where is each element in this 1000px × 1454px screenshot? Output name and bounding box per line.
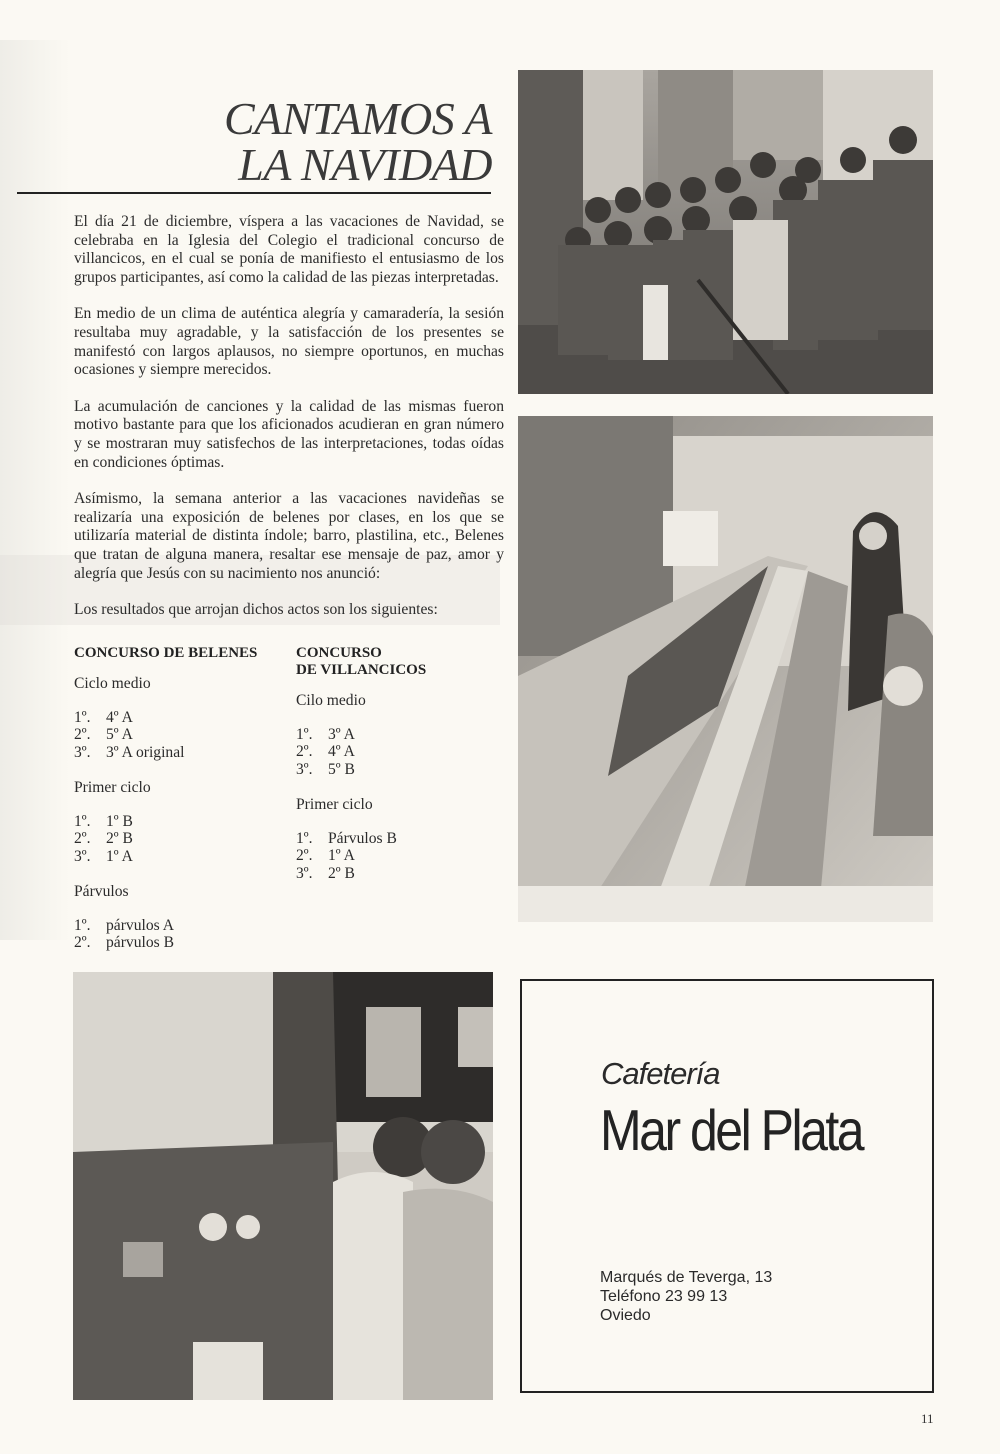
result-item: 2º. párvulos B: [74, 934, 175, 952]
title-line-1: CANTAMOS A: [223, 93, 492, 144]
result-item: 1º. Párvulos B: [296, 829, 397, 847]
results-list: [296, 830, 516, 883]
group-label: Primer ciclo: [74, 779, 151, 797]
ad-phone: Teléfono 23 99 13: [600, 1288, 728, 1305]
villancicos-heading: CONCURSO DE VILLANCICOS: [296, 645, 427, 678]
cafeteria-advertisement: [520, 979, 934, 1393]
belenes-results: [74, 645, 294, 970]
result-item: 2º. 4º A: [296, 743, 355, 761]
result-item: 2º. 1º A: [296, 847, 355, 865]
group-label: Primer ciclo: [296, 796, 373, 814]
tree-photo-image: [73, 972, 493, 1400]
photo-children-choir: [518, 70, 933, 394]
villancicos-results: [296, 645, 516, 900]
results-list: [74, 813, 294, 866]
result-item: 2º. 5º A: [74, 726, 133, 744]
results-list: [74, 917, 294, 952]
ad-city: Oviedo: [600, 1307, 651, 1324]
group-label: Cilo medio: [296, 692, 366, 709]
result-item: 2º. 2º B: [74, 830, 133, 848]
result-item: 3º. 2º B: [296, 864, 355, 882]
photo-nativity-scene: [518, 416, 933, 922]
result-item: 1º. párvulos A: [74, 916, 175, 934]
results-list: [296, 726, 516, 779]
result-item: 3º. 5º B: [296, 760, 355, 778]
article-body: [74, 213, 504, 638]
result-item: 1º. 3º A: [296, 725, 355, 743]
photo-nativity-tree: [73, 972, 493, 1400]
ad-address: Marqués de Teverga, 13: [600, 1269, 773, 1286]
paragraph-1: El día 21 de diciembre, víspera a las vacaciones de Navidad, se celebraba en la Iglesia del Colegio el tradicional concurso de villancicos, en el cual se ponía de manifiesto el entusiasmo de los grupos participantes, así como la calidad de las piezas interpretadas.: [74, 213, 504, 286]
choir-photo-image: [518, 70, 933, 394]
title-line-2: LA NAVIDAD: [238, 139, 492, 190]
nativity-photo-image: [518, 416, 933, 922]
result-item: 3º. 3º A original: [74, 743, 185, 761]
paragraph-5: Los resultados que arrojan dichos actos son los siguientes:: [74, 601, 438, 619]
faded-background-print: [0, 40, 70, 940]
ad-contact-info: [600, 1268, 772, 1325]
paragraph-3: La acumulación de canciones y la calidad de las mismas fueron motivo bastante para que los aficionados acudieran en gran número y se mostraran muy satisfechos de las interpretaciones, todas oídas en condiciones óptimas.: [74, 397, 504, 471]
page-number: 11: [921, 1411, 934, 1426]
result-item: 3º. 1º A: [74, 847, 133, 865]
group-label: Párvulos: [74, 883, 129, 901]
result-item: 1º. 4º A: [74, 708, 133, 726]
group-label: Ciclo medio: [74, 675, 151, 692]
paragraph-4: Asímismo, la semana anterior a las vacaciones navideñas se realizaría una exposición de belenes por clases, en los que se utilizaría material de distinta índole; barro, plastilina, etc., Belenes que tratan de alguna manera, resaltar ese mensaje de paz, amor y alegría que Jesús con su nacimiento nos anunció:: [74, 490, 504, 582]
paragraph-2: En medio de un clima de auténtica alegría y camaradería, la sesión resultaba muy agradable, y la satisfacción de los presentes se manifestó con largos aplausos, no siempre oportunos, en muchas ocasiones y siempre merecidos.: [74, 305, 504, 379]
ad-business-name: Mar del Plata: [600, 1098, 863, 1163]
title-divider: [17, 192, 491, 194]
result-item: 1º. 1º B: [74, 812, 133, 830]
article-title: [180, 93, 492, 190]
belenes-heading: CONCURSO DE BELENES: [74, 645, 258, 661]
results-list: [74, 709, 294, 762]
ad-cafeteria-label: Cafetería: [601, 1056, 720, 1091]
